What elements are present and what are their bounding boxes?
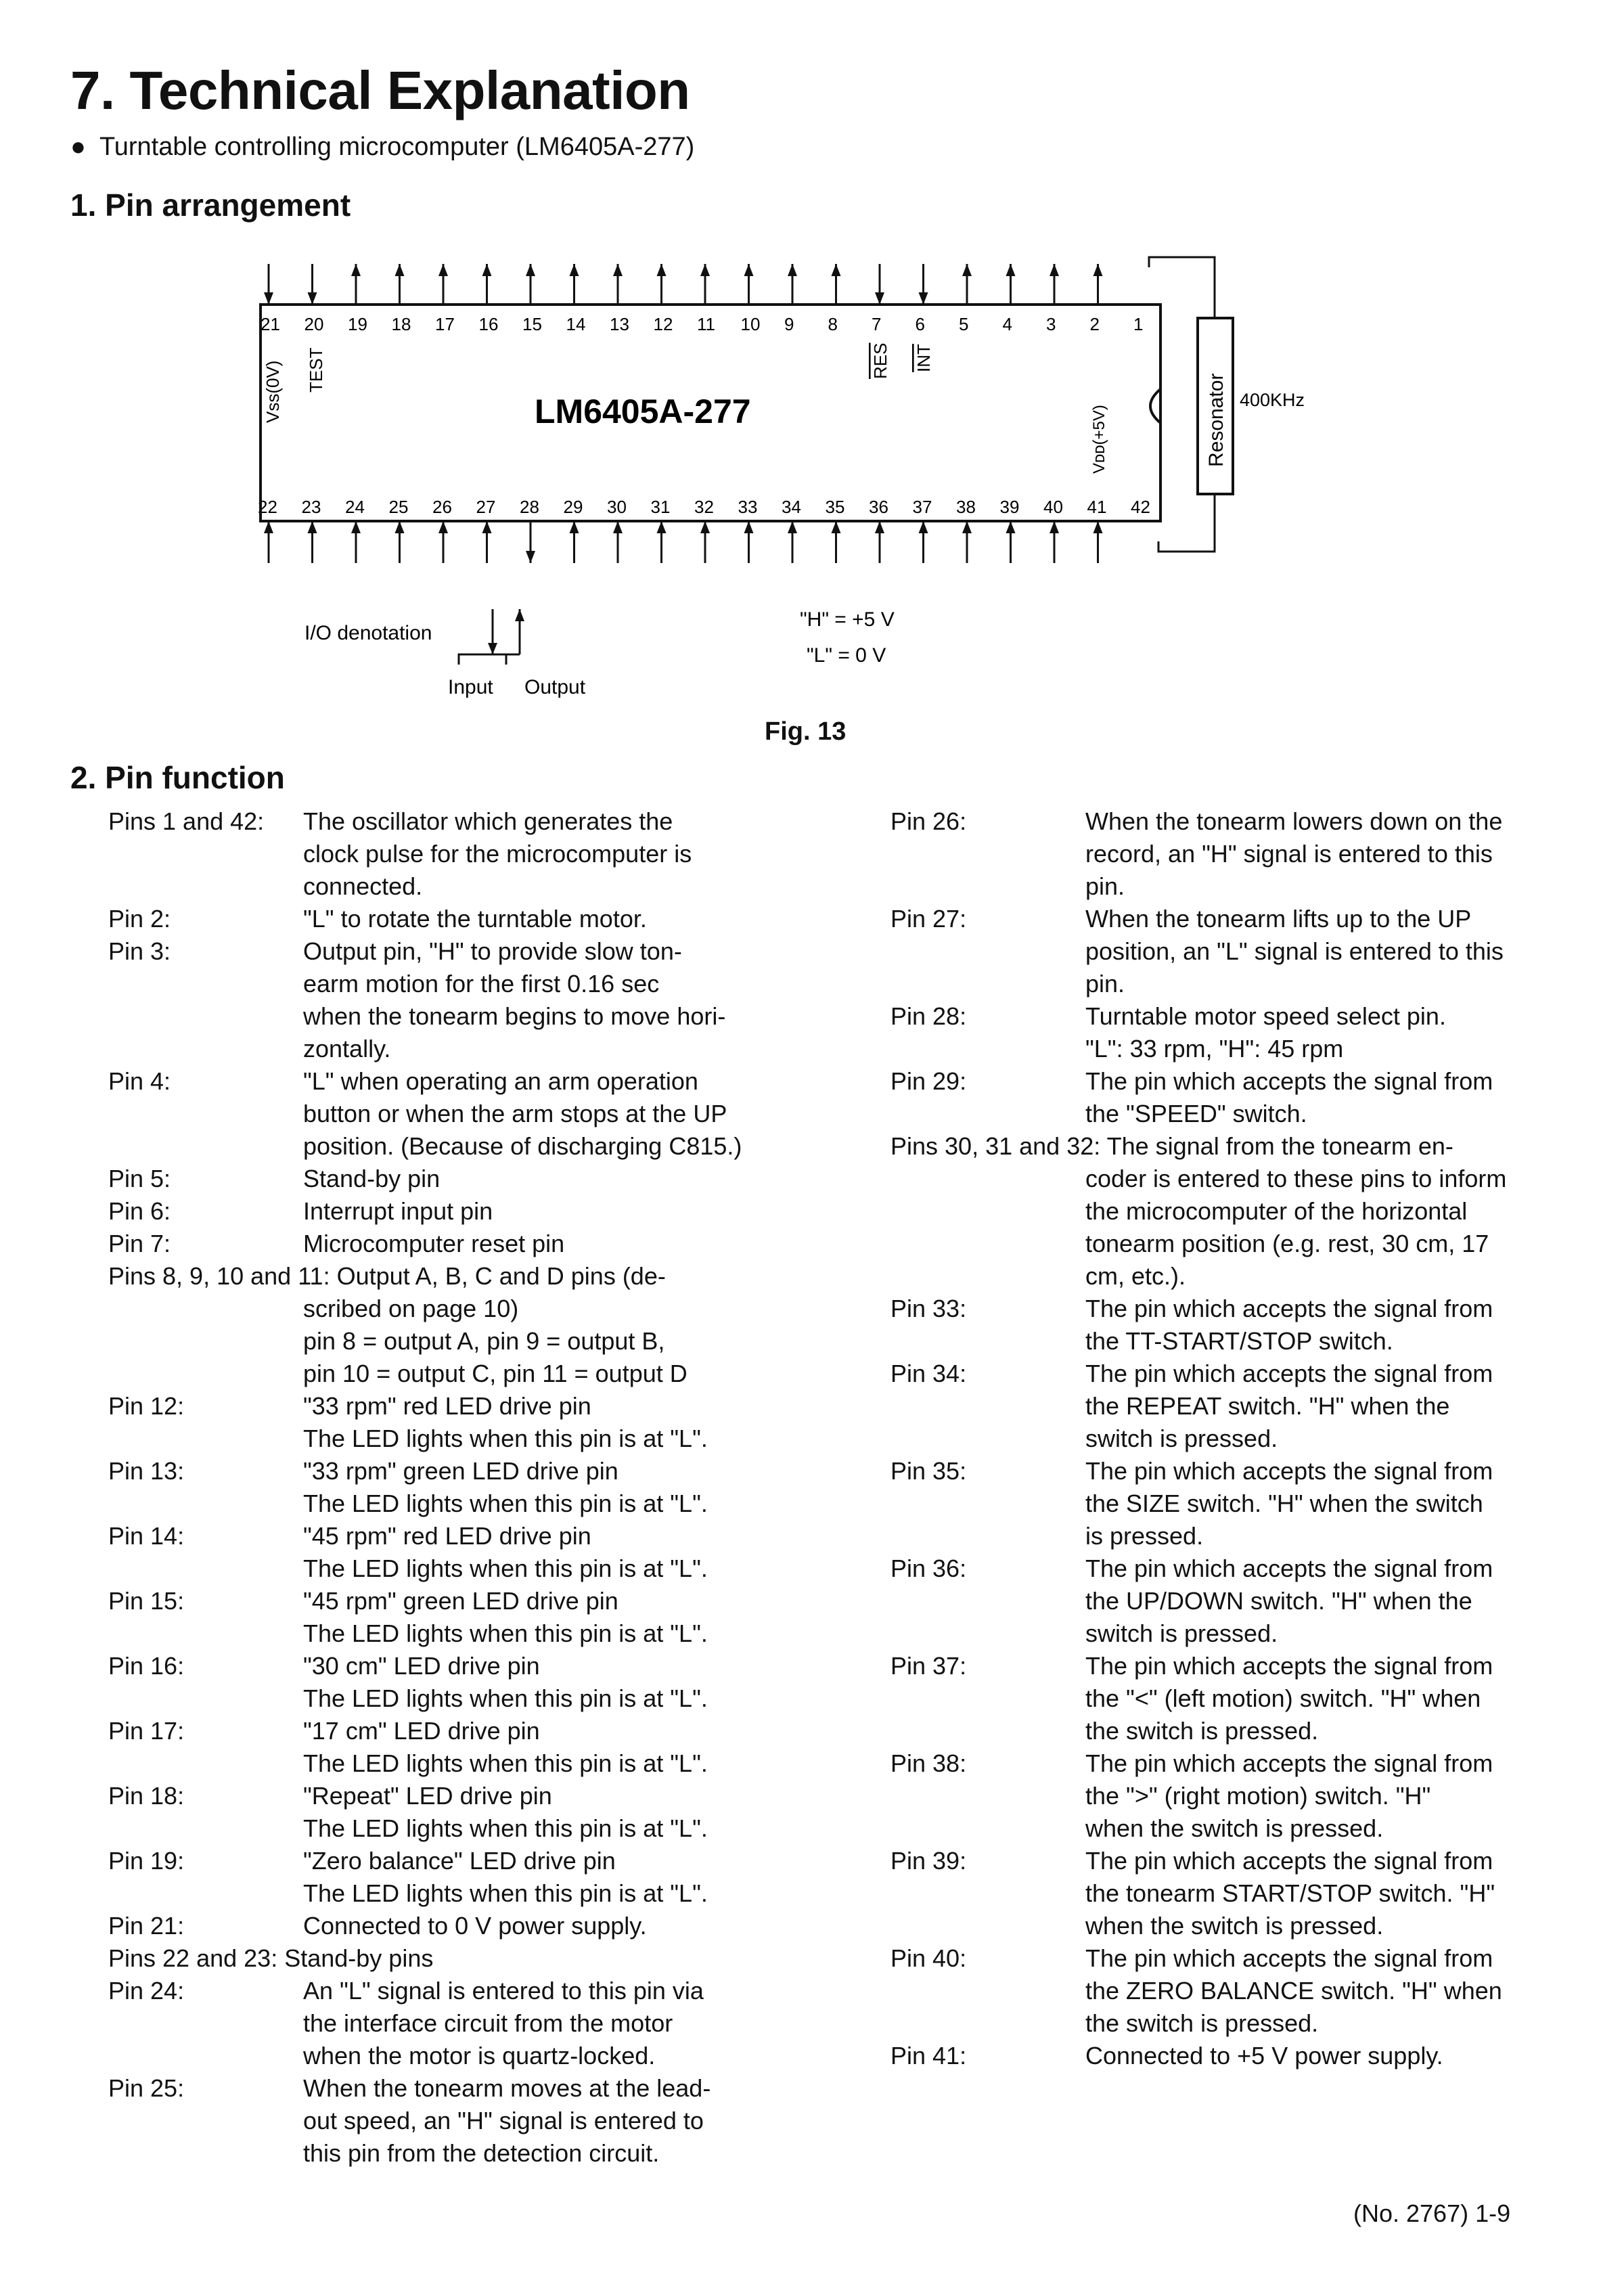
pin-description: [303, 1585, 798, 1650]
pin-description: [1085, 1552, 1574, 1650]
pin-description: [1085, 1358, 1574, 1455]
pin-entry: [108, 805, 798, 903]
pin-label: Pins 22 and 23:: [108, 1944, 278, 1972]
pin-label: Pin 2:: [108, 905, 171, 933]
pin-entry: [108, 1585, 798, 1650]
pin-description-line: zontally.: [303, 1035, 391, 1062]
pin-description-line: The pin which accepts the signal from: [1085, 1295, 1493, 1322]
pin-arrow: [919, 292, 928, 305]
pin-arrow: [1050, 264, 1059, 276]
pin-arrow: [613, 521, 623, 533]
pin-description-line: The oscillator which generates the: [303, 807, 673, 835]
pin-description-line: Connected to +5 V power supply.: [1085, 2042, 1443, 2070]
pin-description-line: The LED lights when this pin is at "L".: [303, 1749, 708, 1777]
pin-diagram-svg: [250, 250, 1347, 738]
pin-description-line: pin 10 = output C, pin 11 = output D: [303, 1360, 687, 1387]
pin-description-line: The pin which accepts the signal from: [1085, 1652, 1493, 1680]
pin-description-line: "L" to rotate the turntable motor.: [303, 905, 647, 933]
pin-entry: [108, 935, 798, 1065]
pin-description-line: Interrupt input pin: [303, 1197, 493, 1225]
pin-label: Pin 15:: [108, 1587, 185, 1615]
pin-description-line: "Repeat" LED drive pin: [303, 1782, 552, 1810]
frequency-label: 400KHz: [1240, 390, 1305, 410]
pin-entry: [108, 1260, 798, 1390]
pin-entry: [890, 1455, 1574, 1552]
pin-arrow: [744, 521, 754, 533]
pin-arrow: [788, 521, 797, 533]
pin-arrow: [875, 521, 884, 533]
pin-description-line: the switch is pressed.: [1085, 1717, 1319, 1745]
pin-description-line: The pin which accepts the signal from: [1085, 1457, 1493, 1485]
pin-description-line: the UP/DOWN switch. "H" when the: [1085, 1587, 1472, 1615]
pin-description-line: the "<" (left motion) switch. "H" when: [1085, 1684, 1481, 1712]
pin-description: [303, 1293, 798, 1390]
pin-description-line: the ZERO BALANCE switch. "H" when: [1085, 1977, 1502, 2005]
pin-description: [303, 1780, 798, 1845]
pin-description-line: is pressed.: [1085, 1522, 1204, 1550]
pin-arrow: [482, 264, 492, 276]
pin-entry: [108, 1975, 798, 2072]
pin-arrow: [1006, 264, 1016, 276]
pin-description-line: The LED lights when this pin is at "L".: [303, 1879, 708, 1907]
pin-label: Pin 40:: [890, 1944, 967, 1972]
pin-description-line: The pin which accepts the signal from: [1085, 1749, 1493, 1777]
pin-arrow: [875, 292, 884, 305]
pin-description-line: The LED lights when this pin is at "L".: [303, 1425, 708, 1452]
io-legend-bracket: [459, 654, 506, 665]
pin-label: Pin 28:: [890, 1002, 967, 1030]
pin-number: 3: [1046, 314, 1056, 334]
l-level-label: "L" = 0 V: [807, 644, 886, 667]
subtitle-text: Turntable controlling microcomputer (LM6405A-277): [99, 133, 695, 161]
pin-number: 35: [825, 497, 845, 517]
pin-label: Pin 21:: [108, 1912, 185, 1940]
pin-arrow: [570, 521, 579, 533]
pin-entry: [108, 1228, 798, 1260]
pin-entry: [108, 1910, 798, 1942]
io-denotation-label: I/O denotation: [304, 622, 432, 644]
pin-description-line: the SIZE switch. "H" when the switch: [1085, 1490, 1483, 1517]
pin-description-line: pin 8 = output A, pin 9 = output B,: [303, 1327, 665, 1355]
pin-number: 38: [956, 497, 976, 517]
pin-description-line: the "SPEED" switch.: [1085, 1100, 1307, 1127]
pin-arrow: [700, 264, 710, 276]
pin-description-line: pin.: [1085, 970, 1125, 998]
pin-entry: [108, 1715, 798, 1780]
pin-number: 4: [1002, 314, 1012, 334]
pin-description-line: switch is pressed.: [1085, 1425, 1278, 1452]
pin-number: 14: [566, 314, 586, 334]
pin-description-line: button or when the arm stops at the UP: [303, 1100, 727, 1127]
pin-description-line: out speed, an "H" signal is entered to: [303, 2107, 704, 2134]
pin-description: [1085, 1747, 1574, 1845]
pin-description: [303, 1910, 798, 1942]
pin-arrow: [438, 264, 448, 276]
pin-description-line: The LED lights when this pin is at "L".: [303, 1684, 708, 1712]
pin-number: 29: [563, 497, 583, 517]
heading-pin-arrangement: 1. Pin arrangement: [70, 187, 351, 223]
pin-description: [1085, 1065, 1574, 1130]
subtitle: [70, 133, 694, 162]
pin-number: 37: [912, 497, 932, 517]
pin-label: Pin 34:: [890, 1360, 967, 1387]
pin-label: Pin 35:: [890, 1457, 967, 1485]
pin-number: 2: [1089, 314, 1100, 334]
pin-entry: [890, 1845, 1574, 1942]
pin-description-line: "45 rpm" red LED drive pin: [303, 1522, 591, 1550]
pin-description-line: coder is entered to these pins to inform: [1085, 1165, 1507, 1192]
pin-arrow: [657, 521, 667, 533]
pin-description-line: the microcomputer of the horizontal: [1085, 1197, 1468, 1225]
pin-arrow: [744, 264, 754, 276]
int-label: INT: [914, 344, 934, 372]
pin-description-line: switch is pressed.: [1085, 1619, 1278, 1647]
pin-entry: [108, 1650, 798, 1715]
pin-description: [1085, 1000, 1574, 1065]
pin-number: 22: [258, 497, 277, 517]
pin-entry: [890, 1293, 1574, 1358]
pin-description-line: "45 rpm" green LED drive pin: [303, 1587, 618, 1615]
pin-label: Pin 17:: [108, 1717, 185, 1745]
pin-description-line: cm, etc.).: [1085, 1262, 1186, 1290]
pin-number: 21: [261, 314, 280, 334]
pin-arrow: [570, 264, 579, 276]
h-level-label: "H" = +5 V: [800, 608, 895, 631]
pin-label: Pin 25:: [108, 2074, 185, 2102]
pin-entry: [890, 1942, 1574, 2040]
pin-description: [303, 1650, 798, 1715]
pin-description-line: The pin which accepts the signal from: [1085, 1360, 1493, 1387]
pin-number: 13: [610, 314, 629, 334]
pin-entry: [890, 1747, 1574, 1845]
resonator-wire-top: [1149, 257, 1215, 318]
pin-arrow: [351, 264, 361, 276]
pin-arrow: [264, 292, 273, 305]
pin-description-line: The pin which accepts the signal from: [1085, 1944, 1493, 1972]
pin-number: 40: [1043, 497, 1063, 517]
pin-description-line: the tonearm START/STOP switch. "H": [1085, 1879, 1495, 1907]
pin-description-first-line: Output A, B, C and D pins (de-: [336, 1262, 666, 1290]
pin-number: 42: [1131, 497, 1150, 517]
pin-description-line: An "L" signal is entered to this pin via: [303, 1977, 704, 2005]
pin-label: Pin 38:: [890, 1749, 967, 1777]
pin-label: Pin 18:: [108, 1782, 185, 1810]
io-input-label: Input: [448, 676, 493, 698]
heading-pin-function: 2. Pin function: [70, 760, 285, 795]
resonator-wire-bottom: [1158, 494, 1215, 552]
pin-entry: [108, 2072, 798, 2170]
pin-description: [303, 1163, 798, 1195]
pin-description-line: the switch is pressed.: [1085, 2009, 1319, 2037]
pin-description-line: "30 cm" LED drive pin: [303, 1652, 540, 1680]
pin-label: Pin 41:: [890, 2042, 967, 2070]
pin-description: [1085, 903, 1574, 1000]
pin-description: [303, 935, 798, 1065]
pin-description-first-line: The signal from the tonearm en-: [1106, 1132, 1453, 1160]
pin-description: [303, 1715, 798, 1780]
pin-arrow: [526, 551, 535, 563]
pin-entry: [108, 1065, 798, 1163]
pin-description-line: When the tonearm lowers down on the: [1085, 807, 1503, 835]
pin-entry: [108, 1455, 798, 1520]
pin-number: 26: [432, 497, 452, 517]
pin-entry: [108, 1195, 798, 1228]
pin-description: [1085, 1845, 1574, 1942]
pin-description-line: The LED lights when this pin is at "L".: [303, 1814, 708, 1842]
pin-arrow: [700, 521, 710, 533]
pin-description: [303, 1975, 798, 2072]
pin-entry: [890, 1650, 1574, 1747]
pin-label: Pin 37:: [890, 1652, 967, 1680]
vdd-label: Vᴅᴅ(+5V): [1090, 405, 1108, 474]
pin-label: Pins 1 and 42:: [108, 807, 265, 835]
top-pin-row: [261, 264, 1143, 334]
pin-arrow: [788, 264, 797, 276]
pin-entry: [890, 903, 1574, 1000]
pin-label: Pin 13:: [108, 1457, 185, 1485]
pin-number: 41: [1087, 497, 1107, 517]
pin-entry: [890, 1000, 1574, 1065]
pin-description-line: the REPEAT switch. "H" when the: [1085, 1392, 1450, 1420]
figure-caption: Fig. 13: [765, 717, 847, 746]
pin-arrow: [1093, 264, 1103, 276]
pin-description: [303, 1065, 798, 1163]
pin-arrow: [1050, 521, 1059, 533]
pin-description-line: record, an "H" signal is entered to this: [1085, 840, 1493, 868]
pin-number: 28: [520, 497, 539, 517]
pin-number: 5: [959, 314, 969, 334]
pin-number: 16: [478, 314, 499, 334]
pin-description: [303, 1455, 798, 1520]
section-title: 7. Technical Explanation: [70, 60, 690, 120]
pin-description-line: "33 rpm" red LED drive pin: [303, 1392, 591, 1420]
pin-number: 32: [694, 497, 714, 517]
pin-description-line: "L" when operating an arm operation: [303, 1067, 698, 1095]
pin-entry: [108, 1390, 798, 1455]
chip-notch: [1150, 389, 1160, 423]
pin-number: 6: [915, 314, 925, 334]
io-output-label: Output: [524, 676, 586, 698]
pin-description-line: The LED lights when this pin is at "L".: [303, 1490, 708, 1517]
pin-description: [1085, 1163, 1574, 1293]
pin-number: 20: [304, 314, 324, 334]
pin-description-line: Output pin, "H" to provide slow ton-: [303, 937, 682, 965]
bullet-icon: ●: [70, 133, 86, 161]
pin-description-line: The pin which accepts the signal from: [1085, 1067, 1493, 1095]
pin-number: 24: [345, 497, 365, 517]
pin-arrow: [264, 521, 273, 533]
pin-description-first-line: Stand-by pins: [284, 1944, 434, 1972]
pin-number: 30: [607, 497, 627, 517]
pin-arrow: [395, 264, 405, 276]
pin-number: 8: [828, 314, 838, 334]
pin-number: 39: [999, 497, 1020, 517]
pin-entry: [890, 2040, 1574, 2072]
pin-description-line: the ">" (right motion) switch. "H": [1085, 1782, 1431, 1810]
pin-number: 1: [1133, 314, 1144, 334]
pin-description: [303, 1228, 798, 1260]
pin-label: Pin 29:: [890, 1067, 967, 1095]
pin-number: 33: [738, 497, 758, 517]
pin-function-right-column: [890, 805, 1574, 2072]
pin-arrangement-diagram: [250, 250, 1347, 738]
pin-arrow: [482, 521, 492, 533]
pin-description-line: position, an "L" signal is entered to this: [1085, 937, 1504, 965]
pin-label: Pin 4:: [108, 1067, 171, 1095]
pin-description-line: pin.: [1085, 872, 1125, 900]
pin-label: Pin 19:: [108, 1847, 185, 1875]
pin-label: Pin 33:: [890, 1295, 967, 1322]
pin-label: Pins 8, 9, 10 and 11:: [108, 1262, 330, 1290]
pin-description-line: this pin from the detection circuit.: [303, 2139, 660, 2167]
pin-description: [303, 2072, 798, 2170]
pin-number: 27: [476, 497, 496, 517]
pin-description: [303, 805, 798, 903]
pin-description-line: earm motion for the first 0.16 sec: [303, 970, 660, 998]
pin-number: 36: [869, 497, 888, 517]
pin-description-line: Connected to 0 V power supply.: [303, 1912, 647, 1940]
pin-description: [303, 903, 798, 935]
pin-arrow: [832, 264, 841, 276]
pin-description-line: clock pulse for the microcomputer is: [303, 840, 692, 868]
test-label: TEST: [306, 347, 326, 393]
pin-number: 34: [782, 497, 801, 517]
pin-entry: [890, 805, 1574, 903]
input-arrow-head: [488, 643, 497, 654]
pin-description: [1085, 1650, 1574, 1747]
pin-description-line: The LED lights when this pin is at "L".: [303, 1619, 708, 1647]
res-label: RES: [870, 342, 890, 379]
pin-arrow: [438, 521, 448, 533]
pin-label: Pin 6:: [108, 1197, 171, 1225]
pin-number: 31: [650, 497, 671, 517]
pin-description: [1085, 1455, 1574, 1552]
pin-arrow: [308, 521, 317, 533]
pin-description-line: The pin which accepts the signal from: [1085, 1554, 1493, 1582]
pin-label: Pin 27:: [890, 905, 967, 933]
pin-description-line: position. (Because of discharging C815.): [303, 1132, 742, 1160]
pin-description-line: Stand-by pin: [303, 1165, 441, 1192]
pin-label: Pin 26:: [890, 807, 967, 835]
pin-description-line: connected.: [303, 872, 423, 900]
pin-description-line: the interface circuit from the motor: [303, 2009, 673, 2037]
pin-entry: [108, 903, 798, 935]
pin-arrow: [308, 292, 317, 305]
pin-entry: [108, 1780, 798, 1845]
pin-arrow: [1093, 521, 1103, 533]
chip-name: LM6405A-277: [535, 393, 751, 430]
pin-number: 23: [301, 497, 321, 517]
pin-arrow: [962, 521, 972, 533]
pin-description-line: When the tonearm lifts up to the UP: [1085, 905, 1472, 933]
pin-description-line: when the switch is pressed.: [1085, 1814, 1384, 1842]
pin-arrow: [657, 264, 667, 276]
pin-arrow: [351, 521, 361, 533]
pin-description: [303, 1845, 798, 1910]
pin-description-line: The pin which accepts the signal from: [1085, 1847, 1493, 1875]
pin-label: Pin 24:: [108, 1977, 185, 2005]
pin-description-line: Turntable motor speed select pin.: [1085, 1002, 1446, 1030]
pin-label: Pin 14:: [108, 1522, 185, 1550]
pin-description-line: when the switch is pressed.: [1085, 1912, 1384, 1940]
pin-description: [1085, 2040, 1574, 2072]
pin-number: 12: [653, 314, 673, 334]
pin-description: [303, 1520, 798, 1585]
pin-entry: [890, 1130, 1574, 1293]
pin-label: Pin 39:: [890, 1847, 967, 1875]
pin-label: Pin 16:: [108, 1652, 185, 1680]
pin-number: 15: [522, 314, 542, 334]
pin-entry: [890, 1358, 1574, 1455]
pin-number: 10: [740, 314, 761, 334]
pin-label: Pins 30, 31 and 32:: [890, 1132, 1101, 1160]
pin-description-line: The LED lights when this pin is at "L".: [303, 1554, 708, 1582]
output-arrow-head: [515, 609, 524, 621]
pin-arrow: [919, 521, 928, 533]
pin-arrow: [1006, 521, 1016, 533]
pin-description-line: "33 rpm" green LED drive pin: [303, 1457, 618, 1485]
pin-number: 9: [784, 314, 794, 334]
pin-entry: [108, 1942, 798, 1975]
pin-description: [303, 1195, 798, 1228]
pin-description-line: the TT-START/STOP switch.: [1085, 1327, 1393, 1355]
pin-arrow: [613, 264, 623, 276]
pin-number: 25: [388, 497, 409, 517]
pin-description-line: "L": 33 rpm, "H": 45 rpm: [1085, 1035, 1344, 1062]
pin-entry: [108, 1163, 798, 1195]
pin-description-line: tonearm position (e.g. rest, 30 cm, 17: [1085, 1230, 1489, 1257]
pin-description-line: "Zero balance" LED drive pin: [303, 1847, 616, 1875]
pin-description: [1085, 805, 1574, 903]
bottom-pin-row: [258, 497, 1150, 563]
pin-description: [1085, 1942, 1574, 2040]
pin-number: 19: [348, 314, 367, 334]
pin-entry: [108, 1520, 798, 1585]
pin-arrow: [395, 521, 405, 533]
pin-description-line: "17 cm" LED drive pin: [303, 1717, 540, 1745]
pin-description-line: when the tonearm begins to move hori-: [303, 1002, 726, 1030]
pin-number: 7: [872, 314, 882, 334]
pin-description-line: scribed on page 10): [303, 1295, 519, 1322]
pin-number: 18: [391, 314, 411, 334]
pin-description: [1085, 1293, 1574, 1358]
pin-description-line: when the motor is quartz-locked.: [303, 2042, 656, 2070]
pin-label: Pin 3:: [108, 937, 171, 965]
pin-description-line: Microcomputer reset pin: [303, 1230, 565, 1257]
pin-arrow: [832, 521, 841, 533]
pin-number: 17: [435, 314, 455, 334]
pin-arrow: [526, 264, 535, 276]
resonator-label: Resonator: [1205, 373, 1227, 467]
pin-label: Pin 5:: [108, 1165, 171, 1192]
vss-label: Vss(0V): [263, 360, 283, 423]
pin-entry: [890, 1552, 1574, 1650]
pin-label: Pin 12:: [108, 1392, 185, 1420]
pin-label: Pin 7:: [108, 1230, 171, 1257]
pin-function-left-column: [108, 805, 798, 2170]
pin-entry: [890, 1065, 1574, 1130]
pin-entry: [108, 1845, 798, 1910]
pin-label: Pin 36:: [890, 1554, 967, 1582]
pin-number: 11: [697, 314, 715, 334]
pin-description-line: When the tonearm moves at the lead-: [303, 2074, 711, 2102]
pin-description: [303, 1390, 798, 1455]
page-footer: (No. 2767) 1-9: [1353, 2199, 1511, 2227]
pin-arrow: [962, 264, 972, 276]
